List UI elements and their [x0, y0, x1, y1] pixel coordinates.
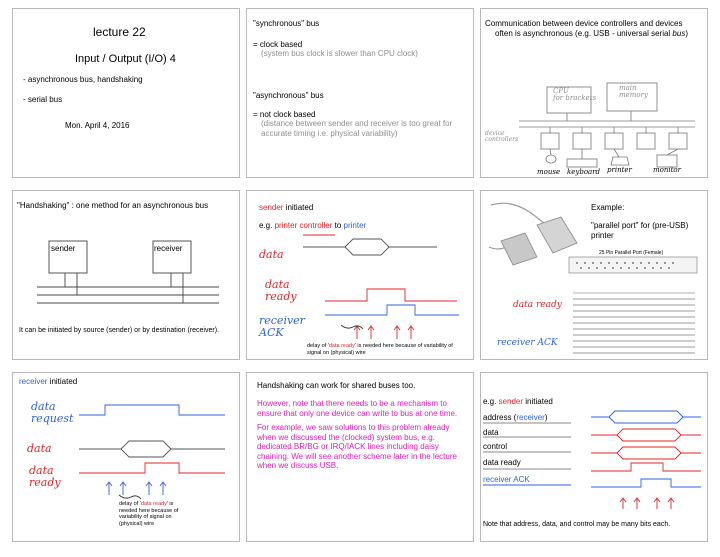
- receiver-initiated-title: receiver initiated: [19, 377, 78, 386]
- lecture-subtitle: Input / Output (I/O) 4: [75, 53, 176, 65]
- sync-heading: "synchronous" bus: [253, 19, 320, 28]
- slide-parallel-port: [480, 190, 708, 360]
- async-def: = not clock based: [253, 110, 316, 119]
- hand-receiver-ack-pin: receiver ACK: [497, 338, 558, 348]
- slide-sender-initiated: [246, 190, 474, 360]
- slide-handshaking: [12, 190, 240, 360]
- receiver-delay-note: delay of 'data ready' is needed here because of variability of signal on (physical) wire: [119, 501, 179, 527]
- hand-monitor: monitor: [653, 166, 681, 174]
- hand-data-ready-pin: data ready: [513, 300, 562, 310]
- slide-shared-buses: [246, 372, 474, 542]
- sender-initiated-eg: e.g. sender initiated: [483, 397, 553, 406]
- hand-data: data: [27, 442, 52, 455]
- hand-keyboard: keyboard: [567, 168, 601, 176]
- pin-header: 25 Pin Parallel Port (Female): [599, 250, 664, 256]
- hand-data-ready: data ready: [265, 278, 297, 303]
- data-ready-label: data ready: [483, 458, 521, 467]
- receiver-label: receiver: [154, 244, 183, 253]
- comm-line-2: often is asynchronous (e.g. USB - universal serial bus): [495, 29, 688, 38]
- hand-receiver-ack: receiver ACK: [259, 314, 305, 339]
- bullet-serial: - serial bus: [23, 95, 63, 104]
- shared-buses-title: Handshaking can work for shared buses too.: [257, 381, 416, 390]
- async-note: (distance between sender and receiver is too great for accurate timing i.e. physical variability): [261, 119, 453, 138]
- slide-device-communication: [480, 8, 708, 178]
- hand-data: data: [259, 248, 284, 261]
- handshaking-title: "Handshaking" : one method for an asynchronous bus: [17, 201, 209, 210]
- receiver-ack-label: receiver ACK: [483, 475, 530, 484]
- sender-delay-note: delay of 'data ready' is needed here because of variability of signal on (physical) wire: [307, 343, 453, 356]
- shared-buses-p2: For example, we saw solutions to this problem already when we discussed the (clocked) system bus, e.g. dedicated BR/BG or IRQ/IACK lines including daisy chaining. We will see another scheme later in the lecture when we discuss USB.: [257, 423, 457, 471]
- async-heading: "asynchronous" bus: [253, 91, 324, 100]
- example-label: Example:: [591, 203, 625, 212]
- printer-example: e.g. printer controller to printer: [259, 221, 367, 230]
- sender-timing-diagram: [247, 191, 474, 360]
- lecture-title: lecture 22: [93, 25, 146, 39]
- hand-main-memory: main memory: [619, 84, 648, 100]
- bus-lines-diagram: [481, 373, 708, 542]
- parallel-port-label: "parallel port" for (pre-USB) printer: [591, 221, 689, 240]
- slide-lecture-title: [12, 8, 240, 178]
- parallel-port-figure: [481, 191, 708, 360]
- address-label: address (receiver): [483, 413, 548, 422]
- hand-data-ready: data ready: [29, 464, 61, 489]
- control-label: control: [483, 442, 508, 451]
- sender-initiated-title: sender initiated: [259, 203, 314, 212]
- hand-cpu: CPU for brackets: [553, 87, 597, 103]
- handshaking-note: It can be initiated by source (sender) or by destination (receiver).: [19, 327, 219, 334]
- shared-buses-p1: However, note that there needs to be a mechanism to ensure that only one device can write to bus at one time.: [257, 399, 458, 418]
- comm-line-1: Communication between device controllers and devices: [485, 19, 683, 28]
- data-label: data: [483, 428, 499, 437]
- lecture-date: Mon. April 4, 2016: [65, 121, 130, 130]
- sync-note: (system bus clock is slower than CPU clock): [261, 49, 418, 58]
- hand-printer: printer: [607, 166, 632, 174]
- hand-mouse: mouse: [537, 168, 561, 176]
- sender-label: sender: [51, 244, 76, 253]
- slide-sender-initiated-lines: [480, 372, 708, 542]
- sync-def: = clock based: [253, 40, 303, 49]
- hand-data-request: data request: [31, 400, 74, 425]
- bits-note: Note that address, data, and control may be many bits each.: [483, 521, 671, 528]
- slide-sync-async: [246, 8, 474, 178]
- slide-receiver-initiated: [12, 372, 240, 542]
- hand-device-controllers: device controllers: [485, 130, 519, 144]
- bullet-async: - asynchronous bus, handshaking: [23, 75, 143, 84]
